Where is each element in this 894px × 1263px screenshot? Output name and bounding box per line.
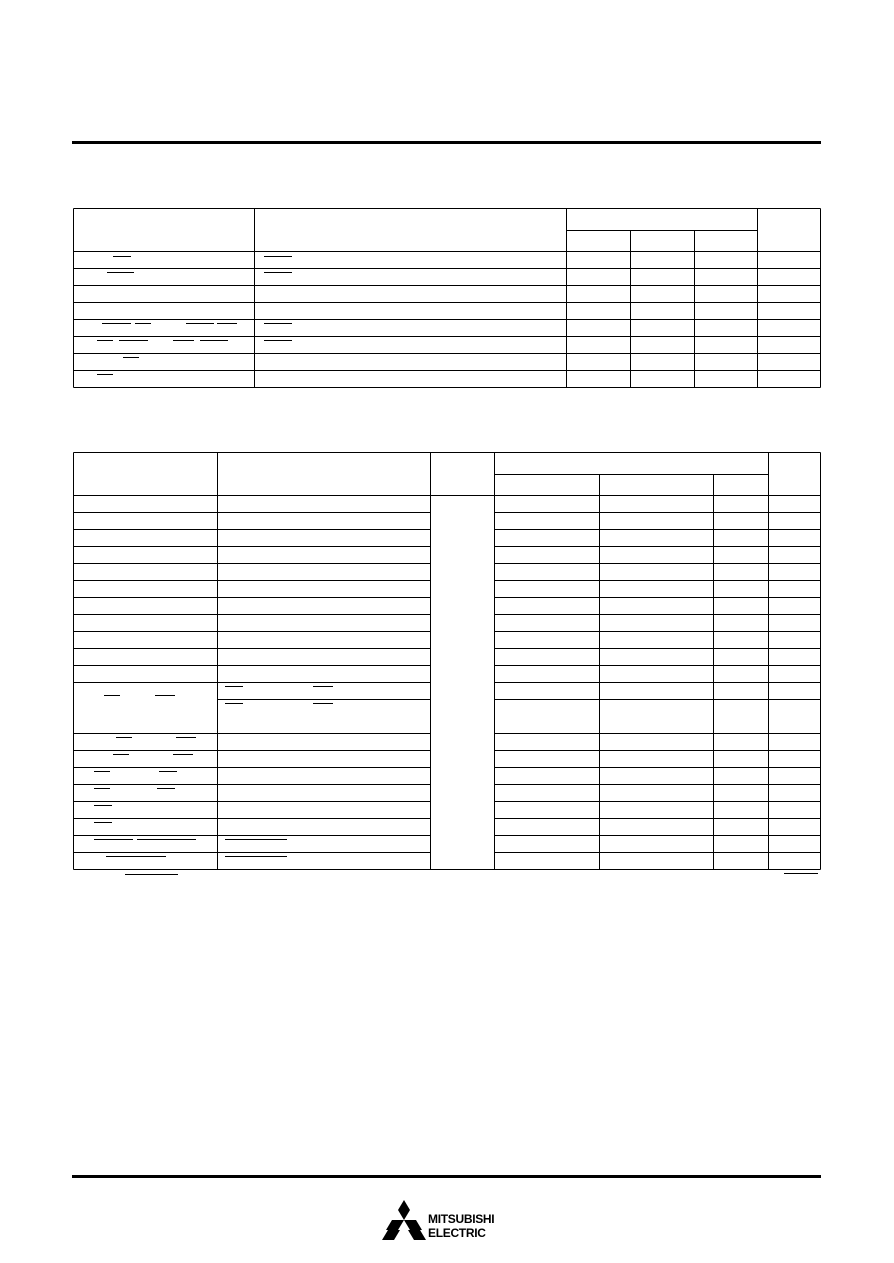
three-diamond-logo-icon (382, 1200, 426, 1240)
brand-wordmark (428, 1212, 494, 1240)
brand-line-2: ELECTRIC (428, 1226, 486, 1240)
brand-logo (382, 1200, 522, 1244)
table-2 (74, 453, 821, 875)
footer-rule (72, 1175, 821, 1178)
table-1 (74, 209, 821, 388)
brand-line-1: MITSUBISHI (428, 1212, 495, 1226)
